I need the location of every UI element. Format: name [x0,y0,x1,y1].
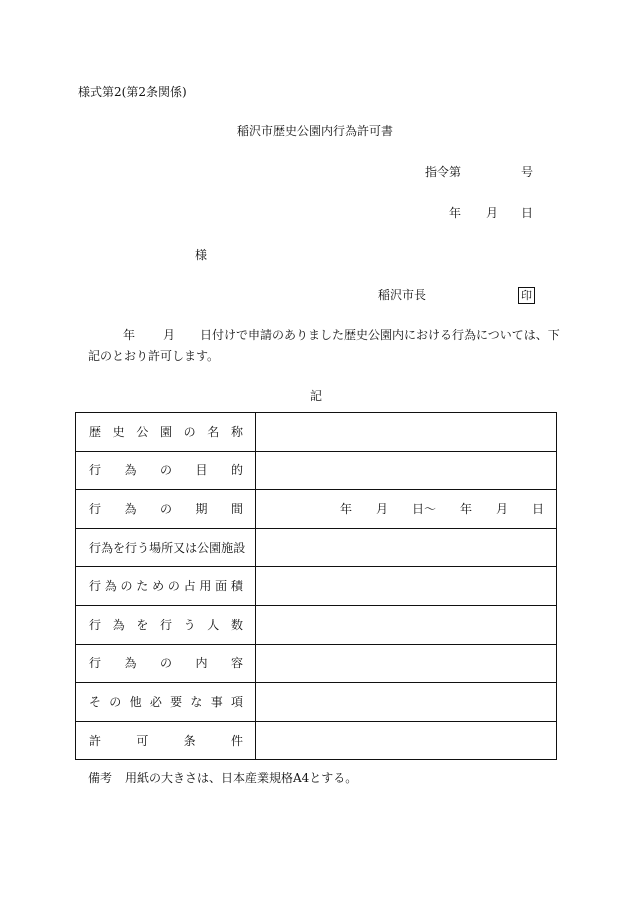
notice-year: 年 [123,328,136,342]
label-char: 行 [89,463,102,478]
label-char: の [159,463,172,478]
row-label-period-cell [76,490,256,529]
table-row [76,490,557,529]
row-value-park-name [256,413,557,452]
table-row [76,683,557,722]
label-char: 要 [170,694,183,709]
label-char: 為 [112,617,125,632]
label-char: 期 [195,501,208,516]
label-char: 名 [207,424,220,439]
row-label-location [76,540,255,556]
label-char: 件 [230,733,243,748]
row-label-purpose [76,462,255,478]
row-label-conditions-cell [76,721,256,760]
label-char: 他 [129,694,142,709]
label-char: 内 [195,656,208,671]
table-row [76,413,557,452]
label-char: 公 [136,424,149,439]
label-char: 人 [207,617,220,632]
footer-text: 用紙の大きさは、日本産業規格A4とする。 [125,771,358,785]
label-char: め [152,579,165,594]
row-value-other-matters [256,683,557,722]
label-char: 数 [230,617,243,632]
row-label-park-name [76,424,255,440]
label-char: を [113,540,126,555]
label-char: 称 [230,424,243,439]
label-char: う [183,617,196,632]
table-row [76,644,557,683]
row-label-park-name-cell [76,413,256,452]
label-char: 園 [159,424,172,439]
row-label-participants-cell [76,605,256,644]
row-label-purpose-cell [76,451,256,490]
table-row [76,721,557,760]
document-title: 稲沢市歴史公園内行為許可書 [236,124,393,138]
row-label-location-cell [76,528,256,567]
notice-line2: 記のとおり許可します。 [88,349,220,363]
permit-details-table [75,412,557,760]
label-char: 設 [233,540,246,555]
row-label-activity-details [76,655,255,671]
label-char: 的 [230,463,243,478]
date-month: 月 [486,206,499,220]
label-char: 積 [230,579,243,594]
label-char: そ [89,694,102,709]
label-char: 用 [199,579,212,594]
label-char: を [136,617,149,632]
label-char: 行 [89,579,102,594]
label-char: 目 [195,463,208,478]
row-label-occupied-area [76,578,255,594]
label-char: の [159,656,172,671]
label-char: 事 [210,694,223,709]
label-char: 行 [125,540,138,555]
addressee-honorific: 様 [195,248,208,262]
row-label-period [76,501,255,517]
label-char: 占 [183,579,196,594]
notice-line1: 日付けで申請のありました歴史公園内における行為については、下 [200,328,560,342]
label-char: の [109,694,122,709]
label-char: 行 [89,656,102,671]
table-row [76,528,557,567]
label-char: 為 [104,579,117,594]
label-char: 項 [230,694,243,709]
label-char: は [185,540,198,555]
table-row [76,451,557,490]
label-char: 史 [112,424,125,439]
notice-month: 月 [163,328,176,342]
order-number-suffix: 号 [521,165,534,179]
row-label-activity-details-cell [76,644,256,683]
label-char: の [183,424,196,439]
note-heading: 記 [310,389,323,403]
label-char: 為 [124,656,137,671]
date-year: 年 [449,206,462,220]
row-value-conditions [256,721,557,760]
label-char: 所 [161,540,174,555]
form-number: 様式第2(第2条関係) [78,85,187,99]
label-char: 行 [159,617,172,632]
footer-label: 備考 [88,771,113,785]
label-char: 行 [89,501,102,516]
label-char: 容 [230,656,243,671]
date-day: 日 [521,206,534,220]
label-char: 為 [124,463,137,478]
issuer-name: 稲沢市長 [378,288,427,302]
row-value-occupied-area [256,567,557,606]
label-char: 施 [221,540,234,555]
label-char: の [159,501,172,516]
label-char: 間 [230,501,243,516]
label-char: 又 [173,540,186,555]
label-char: 為 [101,540,114,555]
row-value-period-cell [256,490,557,529]
row-value-location [256,528,557,567]
row-value-purpose [256,451,557,490]
table-row [76,567,557,606]
label-char: 面 [215,579,228,594]
seal-mark: 印 [518,287,535,304]
label-char: の [167,579,180,594]
row-value-period: 年 月 日～ 年 月 日 [339,501,544,516]
label-char: う [137,540,150,555]
label-char: な [190,694,203,709]
row-label-occupied-area-cell [76,567,256,606]
label-char: 許 [89,733,102,748]
label-char: 可 [136,733,149,748]
label-char: 条 [183,733,196,748]
row-value-participants [256,605,557,644]
row-value-activity-details [256,644,557,683]
row-label-other-matters-cell [76,683,256,722]
label-char: 必 [149,694,162,709]
row-label-conditions [76,733,255,749]
label-char: 為 [124,501,137,516]
label-char: 行 [89,617,102,632]
table-row [76,605,557,644]
row-label-participants [76,617,255,633]
label-char: 歴 [89,424,102,439]
label-char: 場 [149,540,162,555]
label-char: た [136,579,149,594]
label-char: 公 [197,540,210,555]
label-char: の [120,579,133,594]
order-number-prefix: 指令第 [425,165,462,179]
label-char: 園 [209,540,222,555]
row-label-other-matters [76,694,255,710]
label-char: 行 [89,540,102,555]
